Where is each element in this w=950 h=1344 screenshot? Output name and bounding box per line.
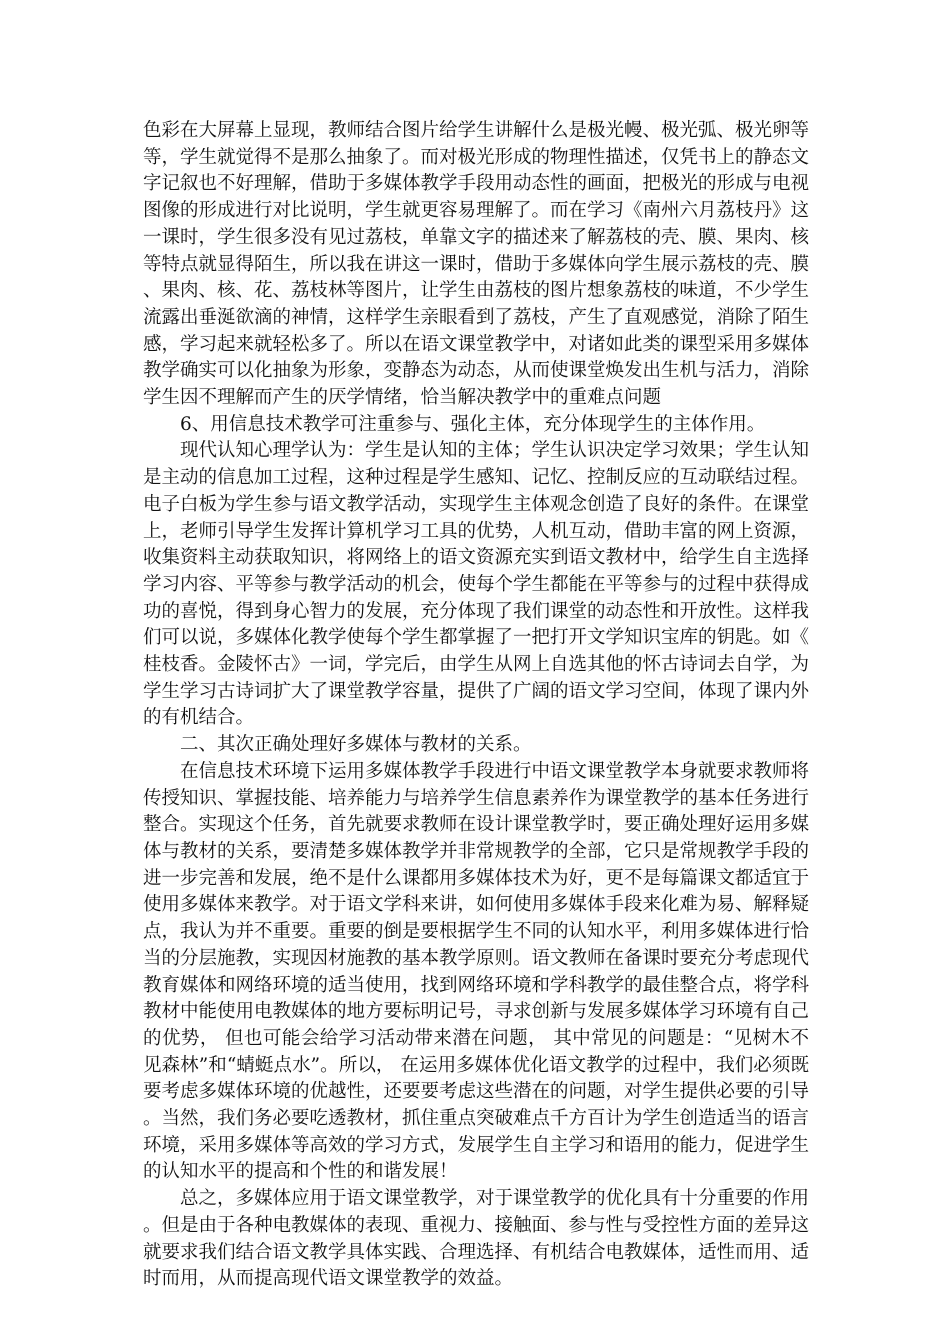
document-body — [143, 118, 809, 1293]
paragraph-point-6-heading: 6、用信息技术教学可注重参与、强化主体，充分体现学生的主体作用。 — [180, 413, 766, 435]
paragraph-section-2-heading: 二、其次正确处理好多媒体与教材的关系。 — [180, 734, 532, 756]
paragraph-cognitive-psychology: 现代认知心理学认为：学生是认知的主体；学生认识决定学习效果；学生认知是主动的信息加工过程，这种过程是学生感知、记忆、控制反应的互动联结过程。电子白板为学生参与语文教学活动，实现学生主体观念创造了良好的条件。在课堂上，老师引导学生发挥计算机学习工具的优势，人机互动，借助丰富的网上资源，收集资料主动获取知识，将网络上的语文资源充实到语文教材中，给学生自主选择学习内容、平等参与教学活动的机会，使每个学生都能在平等参与的过程中获得成功的喜悦，得到身心智力的发展，充分体现了我们课堂的动态性和开放性。这样我们可以说，多媒体化教学使每个学生都掌握了一把打开文学知识宝库的钥匙。如《桂枝香。金陵怀古》一词，学完后，由学生从网上自选其他的怀古诗词去自学，为学生学习古诗词扩大了课堂教学容量，提供了广阔的语文学习空间，体现了课内外的有机结合。 — [143, 440, 810, 729]
paragraph-conclusion: 总之，多媒体应用于语文课堂教学，对于课堂教学的优化具有十分重要的作用。但是由于各种电教媒体的表现、重视力、接触面、参与性与受控性方面的差异这就要求我们结合语文教学具体实践、合理选择、有机结合电教媒体，适性而用、适时而用，从而提高现代语文课堂教学的效益。 — [143, 1188, 810, 1290]
paragraph-multimedia-textbook: 在信息技术环境下运用多媒体教学手段进行中语文课堂教学本身就要求教师将传授知识、掌握技能、培养能力与培养学生信息素养作为课堂教学的基本任务进行整合。实现这个任务，首先就要求教师在设计课堂教学时，要正确处理好运用多媒体与教材的关系，要清楚多媒体教学并非常规教学的全部，它只是常规教学手段的进一步完善和发展，绝不是什么课都用多媒体技术为好，更不是每篇课文都适宜于使用多媒体来教学。对于语文学科来讲，如何使用多媒体手段来化难为易、解释疑点，我认为并不重要。重要的倒是要根据学生不同的认知水平，利用多媒体进行恰当的分层施教，实现因材施教的基本教学原则。语文教师在备课时要充分考虑现代教育媒体和网络环境的适当使用，找到网络环境和学科教学的最佳整合点，将学科教材中能使用电教媒体的地方要标明记号，寻求创新与发展多媒体学习环境有自己的优势， 但也可能会给学习活动带来潜在问题， 其中常见的问题是：“见树木不见森林”和“蜻蜓点水”。所以， 在运用多媒体优化语文教学的过程中，我们必须既要考虑多媒体环境的优越性，还要要考虑这些潜在的问题，对学生提供必要的引导。当然，我们务必要吃透教材，抓住重点突破难点千方百计为学生创造适当的语言环境，采用多媒体等高效的学习方式，发展学生自主学习和语用的能力，促进学生的认知水平的提高和个性的和谐发展！ — [143, 760, 810, 1183]
paragraph-continuation: 色彩在大屏幕上显现，教师结合图片给学生讲解什么是极光幔、极光弧、极光卵等等，学生就觉得不是那么抽象了。而对极光形成的物理性描述，仅凭书上的静态文字记叙也不好理解，借助于多媒体教学手段用动态性的画面，把极光的形成与电视图像的形成进行对比说明，学生就更容易理解了。而在学习《南州六月荔枝丹》这一课时，学生很多没有见过荔枝，单靠文字的描述来了解荔枝的壳、膜、果肉、核等特点就显得陌生，所以我在讲这一课时，借助于多媒体向学生展示荔枝的壳、膜、果肉、核、花、荔枝林等图片，让学生由荔枝的图片想象荔枝的味道，不少学生流露出垂涎欲滴的神情，这样学生亲眼看到了荔枝，产生了直观感觉，消除了陌生感，学习起来就轻松多了。所以在语文课堂教学中，对诸如此类的课型采用多媒体教学确实可以化抽象为形象，变静态为动态，从而使课堂焕发出生机与活力，消除学生因不理解而产生的厌学情绪，恰当解决教学中的重难点问题 — [143, 120, 810, 409]
